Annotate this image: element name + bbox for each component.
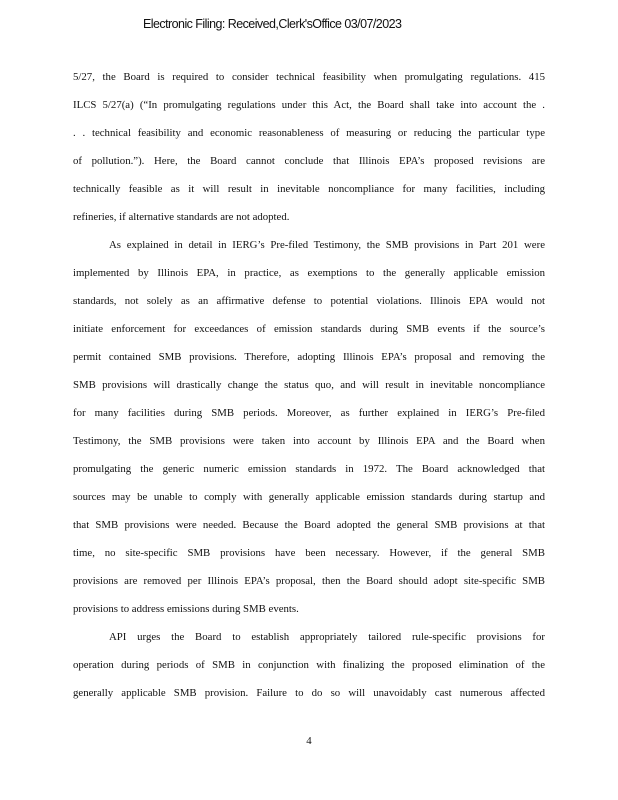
text-line: generally applicable SMB provision. Failure to do so will unavoidably cast numerous affected [73,687,545,699]
text-line: ILCS 5/27(a) (“In promulgating regulations under this Act, the Board shall take into account the . [73,99,545,111]
text-line: that SMB provisions were needed. Because the Board adopted the general SMB provisions at that [73,519,545,531]
text-line: refineries, if alternative standards are not adopted. [73,211,290,223]
text-line: operation during periods of SMB in conjunction with finalizing the proposed elimination of the [73,659,545,671]
text-line: initiate enforcement for exceedances of emission standards during SMB events if the source’s [73,323,545,335]
text-line: technically feasible as it will result in inevitable noncompliance for many facilities, including [73,183,545,195]
text-line: permit contained SMB provisions. Therefore, adopting Illinois EPA’s proposal and removing the [73,351,545,363]
text-line: sources may be unable to comply with generally applicable emission standards during startup and [73,491,545,503]
text-line: . . technical feasibility and economic reasonableness of measuring or reducing the particular type [73,127,545,139]
text-line: implemented by Illinois EPA, in practice, as exemptions to the generally applicable emission [73,267,545,279]
text-line: time, no site-specific SMB provisions have been necessary. However, if the general SMB [73,547,545,559]
text-line: provisions are removed per Illinois EPA’s proposal, then the Board should adopt site-specific SMB [73,575,545,587]
filing-stamp-header: Electronic Filing: Received,Clerk'sOffice 03/07/2023 [143,17,402,31]
text-line: 5/27, the Board is required to consider technical feasibility when promulgating regulations. 415 [73,71,545,83]
text-line: standards, not solely as an affirmative defense to potential violations. Illinois EPA would not [73,295,545,307]
paragraph-first-line: As explained in detail in IERG’s Pre-filed Testimony, the SMB provisions in Part 201 were [109,239,545,251]
paragraph-first-line: API urges the Board to establish appropriately tailored rule-specific provisions for [109,631,545,643]
text-line: for many facilities during SMB periods. Moreover, as further explained in IERG’s Pre-filed [73,407,545,419]
text-line: of pollution.”). Here, the Board cannot conclude that Illinois EPA’s proposed revisions are [73,155,545,167]
text-line: SMB provisions will drastically change the status quo, and will result in inevitable noncompliance [73,379,545,391]
text-line: promulgating the generic numeric emission standards in 1972. The Board acknowledged that [73,463,545,475]
text-line: Testimony, the SMB provisions were taken into account by Illinois EPA and the Board when [73,435,545,447]
text-line: provisions to address emissions during SMB events. [73,603,299,615]
page-number: 4 [306,735,312,747]
